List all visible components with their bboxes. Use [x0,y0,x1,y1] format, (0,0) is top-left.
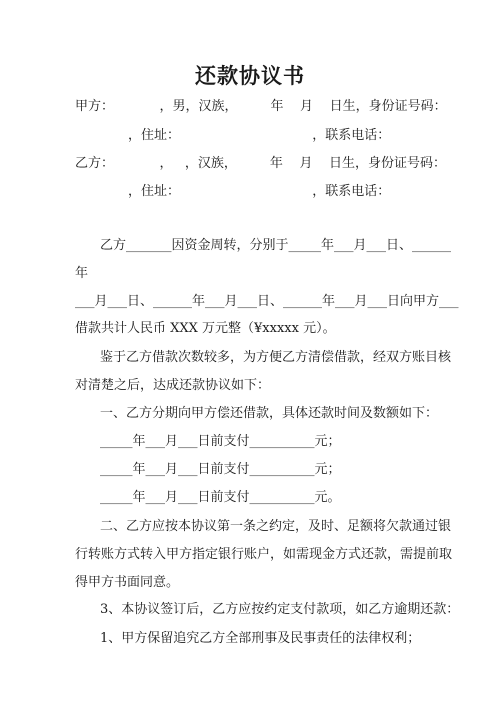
para2-line-2: 对清楚之后，达成还款协议如下： [75,378,271,393]
clause-3: 3、本协议签订后，乙方应按约定支付款项，如乙方逾期还款： [100,602,460,617]
clause-3-item-1: 1、甲方保留追究乙方全部刑事及民事责任的法律权利； [100,631,421,646]
clause-2-line-2: 行转账方式转入甲方指定银行账户，如需现金方式还款，需提前取 [75,547,453,562]
clause-2-line-1: 二、乙方应按本协议第一条之约定，及时、足额将欠款通过银 [100,519,452,534]
installment-1: _____年___月___日前支付__________元； [100,434,341,449]
clause-2-line-3: 得甲方书面同意。 [75,575,180,590]
para2-line-1: 鉴于乙方借款次数较多，为方便乙方清偿借款，经双方账目核 [100,350,452,365]
party-a-line-2: ，住址： ，联系电话： [128,128,391,143]
clause-1: 一、乙方分期向甲方偿还借款，具体还款时间及数额如下： [100,406,439,421]
party-b-line-1: 乙方： ， ，汉族， 年 月 日生，身份证号码： [75,156,446,171]
para1-line-4: 借款共计人民币 XXX 万元整（¥xxxxx 元）。 [75,321,336,336]
party-b-line-2: ，住址： ，联系电话： [128,184,391,199]
para1-line-1: 乙方_______因资金周转，分别于_____年___月___日、______ [100,238,452,253]
party-a-line-1: 甲方： ，男，汉族， 年 月 日生，身份证号码： [75,99,447,114]
installment-2: _____年___月___日前支付__________元； [100,462,341,477]
document-title: 还款协议书 [195,63,305,88]
para1-line-2: 年 [75,266,89,281]
installment-3: _____年___月___日前支付__________元。 [100,490,341,505]
para1-line-3: ___月___日、______年___月___日、______年___月___日向甲方___ [75,294,459,309]
